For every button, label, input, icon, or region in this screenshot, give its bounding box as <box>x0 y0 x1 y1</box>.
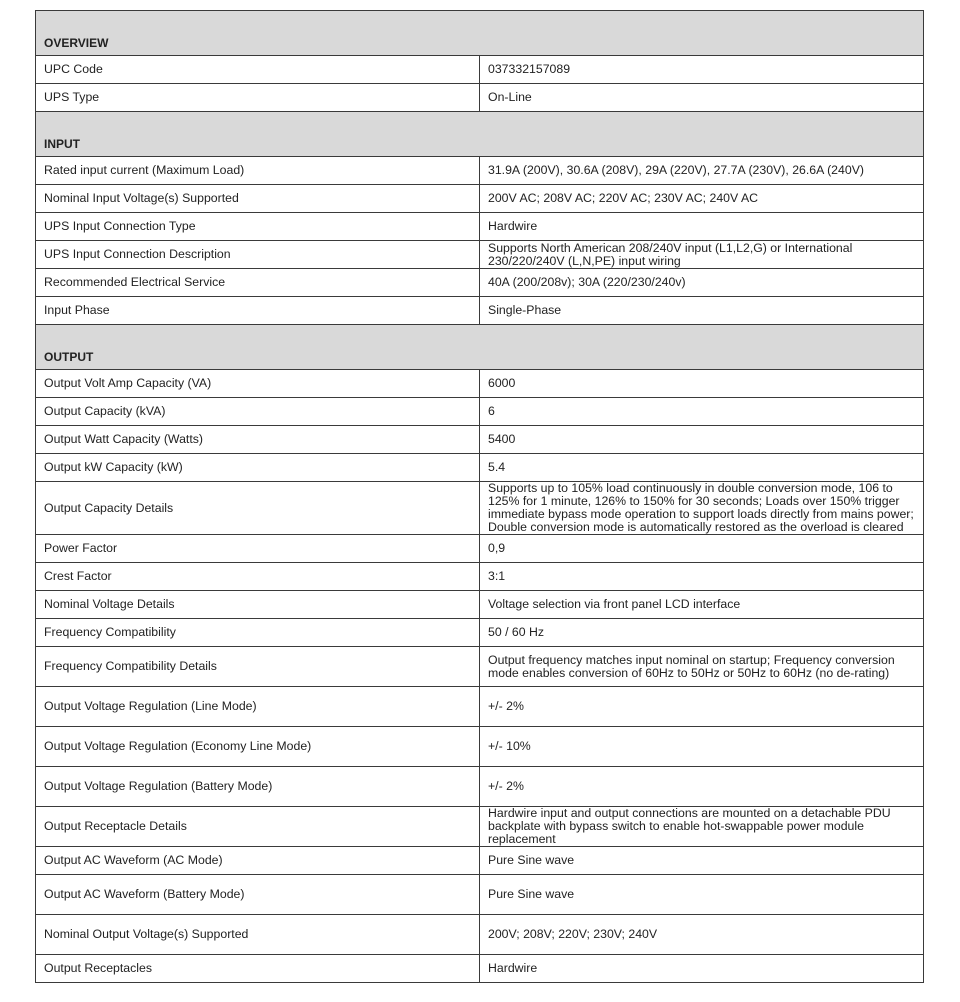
table-row <box>36 157 924 185</box>
section-header-output <box>36 325 924 370</box>
row-label: Output Watt Capacity (Watts) <box>36 426 480 454</box>
table-row <box>36 84 924 112</box>
row-label: Recommended Electrical Service <box>36 269 480 297</box>
row-label: Power Factor <box>36 535 480 563</box>
row-value: Pure Sine wave <box>480 847 924 875</box>
row-value: +/- 10% <box>480 727 924 767</box>
table-row <box>36 807 924 847</box>
row-label: Frequency Compatibility Details <box>36 647 480 687</box>
row-value: 5400 <box>480 426 924 454</box>
row-label: Output Volt Amp Capacity (VA) <box>36 370 480 398</box>
row-value: 6 <box>480 398 924 426</box>
table-row <box>36 915 924 955</box>
table-row <box>36 482 924 535</box>
row-value: +/- 2% <box>480 767 924 807</box>
row-label: Output Voltage Regulation (Battery Mode) <box>36 767 480 807</box>
table-row <box>36 213 924 241</box>
row-label: Output kW Capacity (kW) <box>36 454 480 482</box>
table-row <box>36 398 924 426</box>
section-header-overview <box>36 11 924 56</box>
row-value: Voltage selection via front panel LCD interface <box>480 591 924 619</box>
row-value: 31.9A (200V), 30.6A (208V), 29A (220V), 27.7A (230V), 26.6A (240V) <box>480 157 924 185</box>
row-value: 5.4 <box>480 454 924 482</box>
row-label: Output Capacity (kVA) <box>36 398 480 426</box>
table-row <box>36 647 924 687</box>
row-value: 40A (200/208v); 30A (220/230/240v) <box>480 269 924 297</box>
table-row <box>36 767 924 807</box>
row-label: Crest Factor <box>36 563 480 591</box>
row-value: Pure Sine wave <box>480 875 924 915</box>
row-value: Supports North American 208/240V input (L1,L2,G) or International 230/220/240V (L,N,PE) input wiring <box>480 241 924 269</box>
table-row <box>36 847 924 875</box>
table-row <box>36 297 924 325</box>
row-label: Rated input current (Maximum Load) <box>36 157 480 185</box>
table-row <box>36 687 924 727</box>
row-value: 200V AC; 208V AC; 220V AC; 230V AC; 240V AC <box>480 185 924 213</box>
section-title: OVERVIEW <box>36 11 924 56</box>
row-value: 200V; 208V; 220V; 230V; 240V <box>480 915 924 955</box>
row-label: Nominal Voltage Details <box>36 591 480 619</box>
table-row <box>36 727 924 767</box>
table-row <box>36 269 924 297</box>
section-header-input <box>36 112 924 157</box>
row-label: Output Receptacles <box>36 955 480 983</box>
row-label: Input Phase <box>36 297 480 325</box>
row-value: Single-Phase <box>480 297 924 325</box>
row-label: Output AC Waveform (AC Mode) <box>36 847 480 875</box>
row-label: Output Receptacle Details <box>36 807 480 847</box>
table-row <box>36 563 924 591</box>
table-row <box>36 56 924 84</box>
table-row <box>36 591 924 619</box>
table-row <box>36 370 924 398</box>
row-label: Output Voltage Regulation (Line Mode) <box>36 687 480 727</box>
row-label: UPS Input Connection Type <box>36 213 480 241</box>
row-label: UPS Type <box>36 84 480 112</box>
table-row <box>36 619 924 647</box>
section-title: INPUT <box>36 112 924 157</box>
row-value: 50 / 60 Hz <box>480 619 924 647</box>
table-row <box>36 875 924 915</box>
row-value: Output frequency matches input nominal on startup; Frequency conversion mode enables conversion of 60Hz to 50Hz or 50Hz to 60Hz (no de-rating) <box>480 647 924 687</box>
table-row <box>36 241 924 269</box>
row-label: Output Capacity Details <box>36 482 480 535</box>
row-label: Output AC Waveform (Battery Mode) <box>36 875 480 915</box>
row-label: Frequency Compatibility <box>36 619 480 647</box>
row-value: On-Line <box>480 84 924 112</box>
row-value: +/- 2% <box>480 687 924 727</box>
table-row <box>36 426 924 454</box>
table-row <box>36 454 924 482</box>
table-row <box>36 955 924 983</box>
row-value: Hardwire <box>480 955 924 983</box>
row-label: Output Voltage Regulation (Economy Line Mode) <box>36 727 480 767</box>
row-value: 3:1 <box>480 563 924 591</box>
row-value: Supports up to 105% load continuously in double conversion mode, 106 to 125% for 1 minute, 126% to 150% for 30 seconds; Loads over 150% trigger immediate bypass mode operation to support loads directly from mains power; Double conversion mode is automatically restored as the overload is cleared <box>480 482 924 535</box>
row-label: Nominal Output Voltage(s) Supported <box>36 915 480 955</box>
section-title: OUTPUT <box>36 325 924 370</box>
row-label: UPS Input Connection Description <box>36 241 480 269</box>
row-value: 0,9 <box>480 535 924 563</box>
row-value: Hardwire input and output connections are mounted on a detachable PDU backplate with bypass switch to enable hot-swappable power module replacement <box>480 807 924 847</box>
spec-table <box>35 10 924 983</box>
row-value: 037332157089 <box>480 56 924 84</box>
table-row <box>36 185 924 213</box>
row-value: 6000 <box>480 370 924 398</box>
row-value: Hardwire <box>480 213 924 241</box>
row-label: Nominal Input Voltage(s) Supported <box>36 185 480 213</box>
row-label: UPC Code <box>36 56 480 84</box>
table-row <box>36 535 924 563</box>
